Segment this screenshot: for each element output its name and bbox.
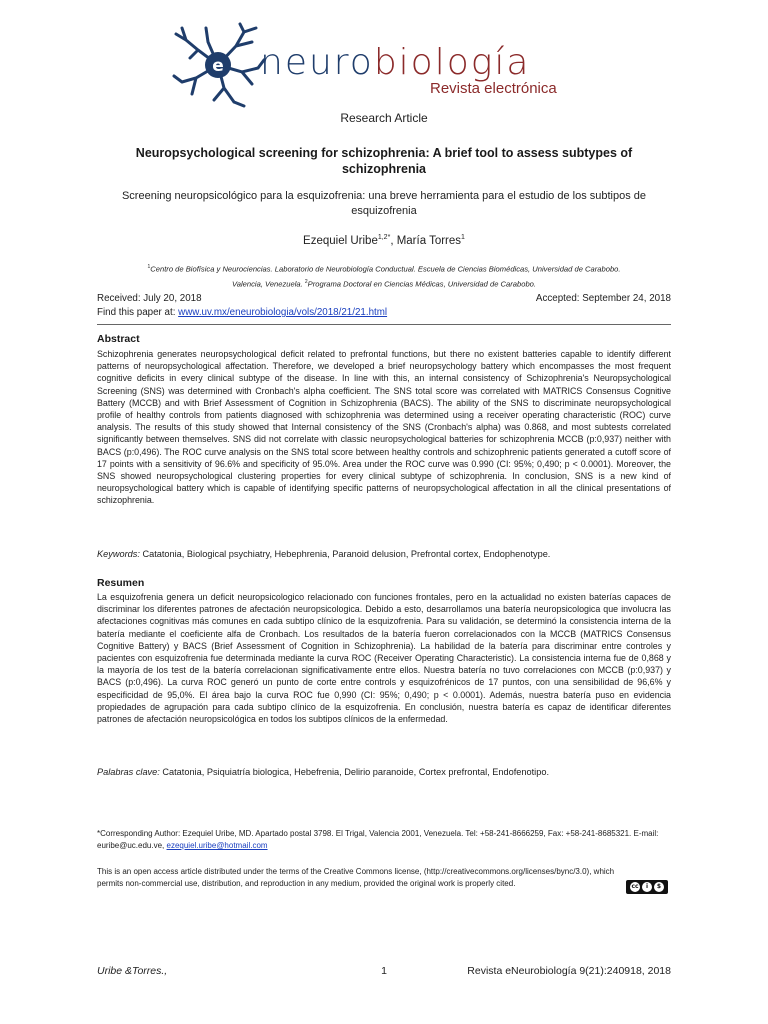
- keywords-list: Catatonia, Biological psychiatry, Hebephrenia, Paranoid delusion, Prefrontal cortex, Endophenotype.: [139, 549, 551, 559]
- palabras-clave-list: Catatonia, Psiquiatría biologica, Hebefrenia, Delirio paranoide, Cortex prefrontal, Endofenotipo.: [159, 767, 549, 777]
- paper-url-link[interactable]: www.uv.mx/eneurobiologia/vols/2018/21/21.html: [178, 307, 388, 318]
- creative-commons-badge-icon[interactable]: [626, 880, 668, 894]
- corresponding-author-note: [97, 828, 671, 852]
- article-type: Research Article: [340, 111, 428, 125]
- logo-word-bio: biología: [373, 42, 531, 83]
- palabras-clave-label: Palabras clave:: [97, 767, 160, 777]
- author-name: Ezequiel Uribe: [303, 234, 378, 247]
- author-name: María Torres: [396, 234, 462, 247]
- footer-citation: Revista eNeurobiología 9(21):240918, 2018: [467, 965, 671, 977]
- logo-wordmark: [260, 42, 530, 83]
- logo-word-neuro: neuro: [260, 42, 374, 83]
- cc-icon: cc: [631, 883, 639, 890]
- corresponding-author-text: *Corresponding Author: Ezequiel Uribe, MD. Apartado postal 3798. El Trigal, Valencia 2001, Venezuela. Tel: +58-241-8666259, Fax: +58-241-8685321. E-mail: euribe@uc.edu.ve,: [97, 829, 659, 850]
- author-list: [0, 234, 768, 247]
- page-number: 1: [381, 965, 387, 977]
- article-title-spanish: Screening neuropsicológico para la esquizofrenia: una breve herramienta para el estudio de los subtipos de esquizofrenia: [121, 190, 647, 217]
- find-paper-label: Find this paper at:: [97, 307, 179, 318]
- neuron-logo-icon: [168, 20, 268, 110]
- resumen-text: La esquizofrenia genera un deficit neuropsicologico relacionado con funciones frontales, pero en la actualidad no existen baterías capaces de discriminar los diferentes patrones de afectación neuropsicologica. Debido a esto, desarrollamos una batería neuropsicologica que involucra las afectaciones cognitivas más comunes en cada subtipo clínico de la esquizofrenia. Para su validación, se determinó la consistencia interna de la batería mediante el coeficiente alfa de Cronbach. Los resultados de la batería fueron correlacionados con la MCCB (MATRICS Consensus Cognitive Battery) y BACS (Brief Assessment of Cognition in Schizophrenia). La habilidad de la batería para discriminar entre controles y pacientes con esquizofrenia fue determinada mediante la curva ROC (Receiver Operating Characteristic). La consistencia interna fue de 0,868 y la mayoría de los test de la batería correlacionan significativamente entre ellos. Nuestra batería no tuvo correlaciones con MCCB (p:0,937) y BACS (p:0,496). La curva ROC generó un punto de corte entre controls y esquizofrénicos de 17 puntos, con una sensibilidad de 96,6% y especificidad de 95,0%. El área bajo la curva ROC fue 0,990 (CI: 95%; 0,490; p < 0.0001). Además, nuestra batería puso en evidencia propiedades de agrupación para cada subtipo clínico de la esquizofrenia. En conclusión, nuestra batería es capaz de identificar diferentes patrones de afectación neuropsicológica en todos los subtipos clínicos de la enfermedad.: [97, 592, 671, 725]
- keywords-label: Keywords:: [97, 549, 140, 559]
- author-superscript: 1: [461, 234, 465, 241]
- affiliation-line: Centro de Biofísica y Neurociencias. Laboratorio de Neurobiología Conductual. Escuela de Ciencias Biomédicas, Universidad de Carabobo.: [150, 264, 621, 274]
- resumen-heading: Resumen: [97, 577, 145, 589]
- affiliation-line: Valencia, Venezuela: [231, 279, 301, 289]
- palabras-clave-line: [97, 767, 671, 777]
- journal-logo: [168, 20, 598, 110]
- affiliations: $^1$Centro de Biofísica y Neurociencias. Laboratorio de Neurobiología Conductual. Escuela de Ciencias Biomédicas, Universidad de Carabobo. Valencia, Venezuela. $^2$Programa Doctoral en Ciencias Médicas, Universidad de Carabobo.: [147, 264, 621, 289]
- affiliation-superscript: 1: [147, 264, 151, 270]
- footer-authors: Uribe &Torres.,: [97, 965, 168, 977]
- accepted-date: Accepted: September 24, 2018: [535, 293, 671, 304]
- abstract-text: Schizophrenia generates neuropsychological deficit related to prefrontal functions, but there no existent batteries capable to identify different patterns of neuropsychological affectation. Therefore, we developed a brief neuropsychology battery which encompasses the most frequent cognitive deficits in every clinical subtype of the disease. In line with this, an internal consistency of Schizophrenia's Neuropsychological Screening (SNS) was determined with Cronbach's alpha coefficient. The SNS total score was correlated with MATRICS Consensus Cognitive Battery (MCCB) and with Brief Assessment of Cognition in Schizophrenia (BACS). The ability of the SNS to discriminate neuropsychological profile of healthy controls from patients diagnosed with schizophrenia was determined using a receiver operating characteristic (ROC) curve analysis. The results of this study showed that Internal consistency of the SNS (Cronbach's alpha) was 0.868, and most subtests correlated significantly between themselves. SNS did not correlate with classic neuropsychological batteries for schizophrenia MCCB (p:0,937) neither with BACS (p:0,496). The ROC curve analysis on the SNS total score between healthy controls and schizophrenic patients generated a cutoff score of 17 points with a sensitivity of 96.6% and specificity of 95.0%. Area under the ROC curve was 0.990 (CI: 95%; 0,490; p < 0.0001). Moreover, the SNS showed neuropsychological clustering properties for every clinical subtype of schizophrenia. In conclusion, SNS is a new kind of neuropsychological battery which is capable of identifying specific patterns of neuropsychological affectation in all the clinical presentations of schizophrenia.: [97, 349, 671, 506]
- nc-icon: $: [654, 882, 664, 892]
- affiliation-superscript: 2: [304, 278, 308, 285]
- keywords-line: [97, 549, 671, 559]
- affiliation-line: Programa Doctoral en Ciencias Médicas, Universidad de Carabobo.: [307, 279, 537, 289]
- logo-subtitle: Revista electrónica: [430, 80, 557, 97]
- abstract-heading: Abstract: [97, 333, 140, 345]
- license-note: This is an open access article distributed under the terms of the Creative Commons license, (http://creativecommons.org/licenses/bync/3.0), which permits non-commercial use, distribution, and reproduction in any medium, provided the original work is properly cited.: [97, 867, 615, 888]
- by-icon: i: [642, 882, 652, 892]
- article-dates: [97, 292, 671, 320]
- received-date: Received: July 20, 2018: [97, 293, 202, 304]
- corresponding-email-link[interactable]: ezequiel.uribe@hotmail.com: [166, 841, 268, 850]
- author-separator: ,: [390, 234, 397, 247]
- logo-mark-letter: e: [212, 56, 224, 76]
- author-superscript: 1,2*: [377, 234, 391, 241]
- section-divider: [97, 324, 671, 325]
- article-title: Neuropsychological screening for schizophrenia: A brief tool to assess subtypes of schizophrenia: [135, 146, 633, 176]
